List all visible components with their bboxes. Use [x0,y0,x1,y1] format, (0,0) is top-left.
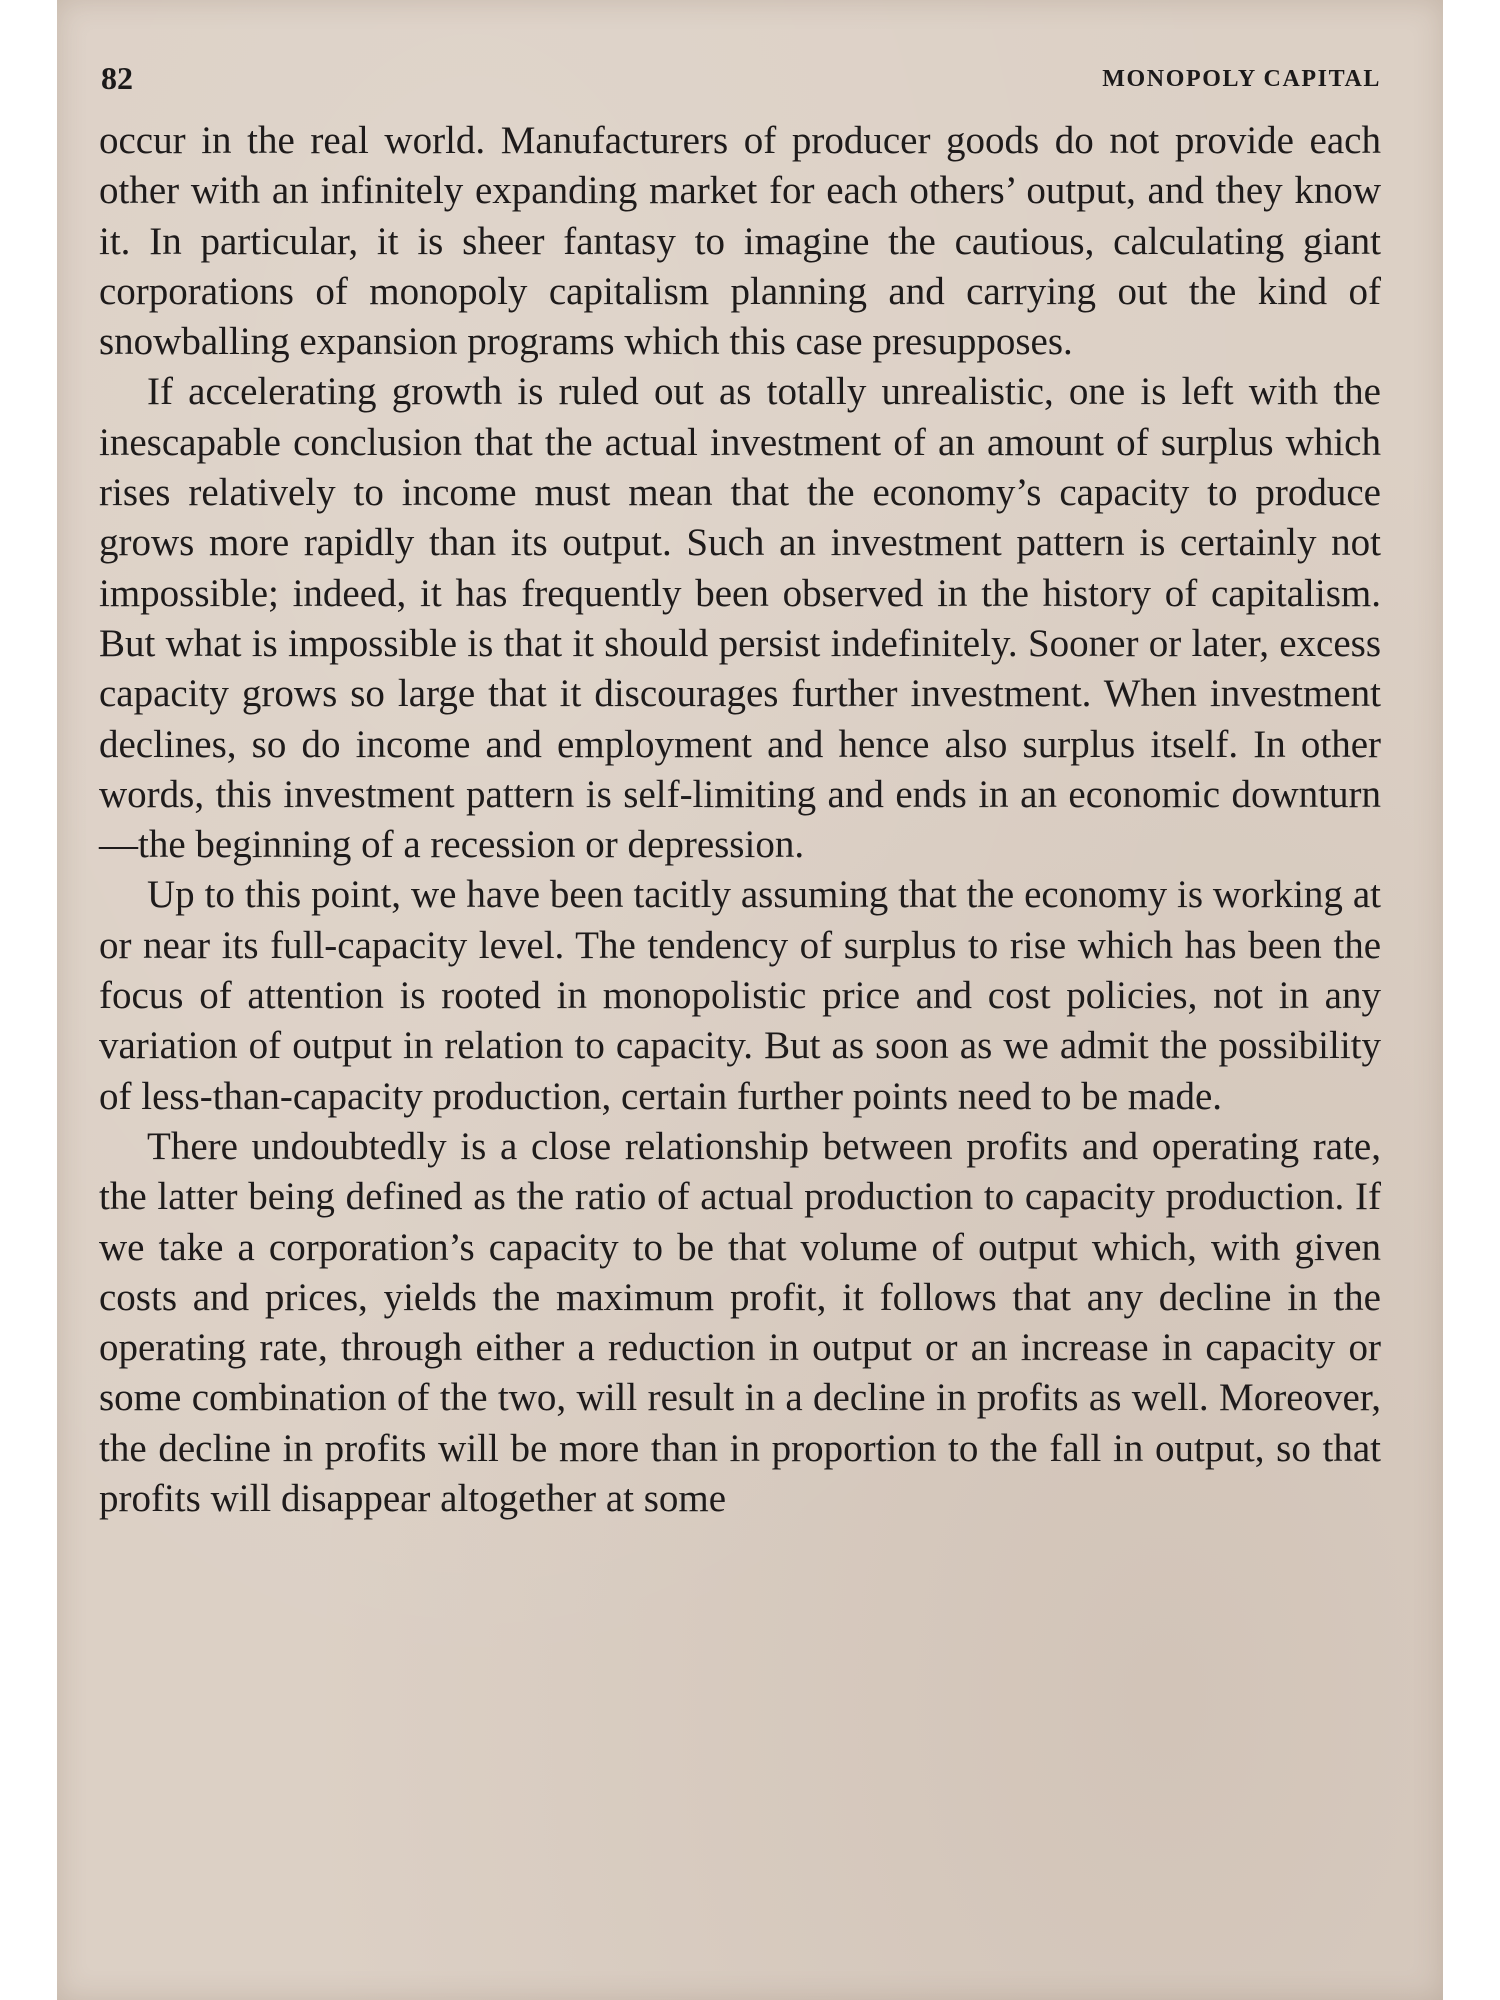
paragraph-continued: occur in the real world. Manufacturers of producer goods do not provide each other with an infinitely expanding market for each others’ output, and they know it. In particular, it is sheer fantasy to imagine the cautious, calculating giant corporations of monopoly capitalism planning and carrying out the kind of snowballing expansion programs which this case presupposes. [99,119,1381,364]
paragraph-accelerating-growth: If accelerating growth is ruled out as totally unrealistic, one is left with the inescapable conclusion that the actual investment of an amount of surplus which rises relatively to income must mean that the economy’s capacity to produce grows more rapidly than its output. Such an investment pattern is certainly not impossible; indeed, it has frequently been observed in the history of capitalism. But what is impossible is that it should persist indefinitely. Sooner or later, excess capacity grows so large that it discourages further investment. When investment declines, so do income and employment and hence also surplus itself. In other words, this investment pattern is self-limiting and ends in an economic downturn—the beginning of a recession or depression. [99,370,1381,867]
paragraph-full-capacity: Up to this point, we have been tacitly assuming that the economy is working at or near its full-capacity level. The tendency of surplus to rise which has been the focus of attention is rooted in monopolistic price and cost policies, not in any variation of output in relation to capacity. But as soon as we admit the possibility of less-than-capacity production, certain further points need to be made. [99,873,1381,1118]
body-text [99,116,1381,1524]
page-number: 82 [101,60,133,96]
running-title: MONOPOLY CAPITAL [1102,66,1381,92]
paragraph-operating-rate: There undoubtedly is a close relationship between profits and operating rate, the latter being defined as the ratio of actual production to capacity production. If we take a corporation’s capacity to be that volume of output which, with given costs and prices, yields the maximum profit, it follows that any decline in the operating rate, through either a reduction in output or an increase in capacity or some combination of the two, will result in a decline in profits as well. Moreover, the decline in profits will be more than in proportion to the fall in output, so that profits will disappear altogether at some [99,1124,1381,1521]
scanned-book-page [57,0,1443,2000]
page-header [101,52,1381,102]
